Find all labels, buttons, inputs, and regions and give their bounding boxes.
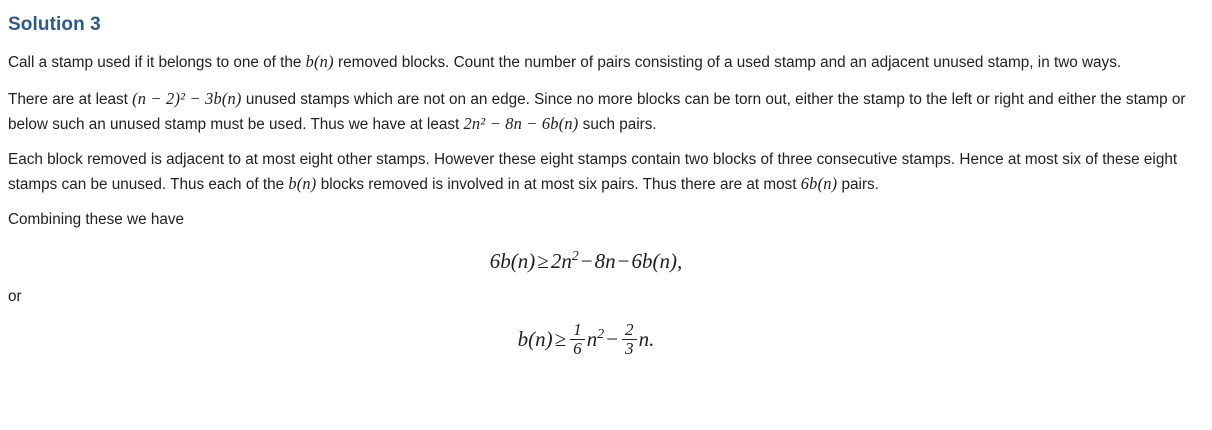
- page-title: Solution 3: [8, 14, 101, 35]
- equation1-minus-2: −: [617, 248, 630, 273]
- equation2-fraction-1: [570, 321, 585, 359]
- inline-math-unused-stamps: (n − 2)² − 3b(n): [132, 89, 242, 109]
- equation2-variable-1: n: [586, 326, 598, 351]
- paragraph-lower-bound-text-3: such pairs.: [578, 115, 657, 133]
- paragraph-definition-text-1: Call a stamp used if it belongs to one of the: [8, 54, 306, 71]
- equation1-relation: ≥: [537, 248, 549, 273]
- paragraph-definition: [8, 50, 1188, 74]
- equation1-term2: 8n: [594, 248, 616, 273]
- connector-or: or: [8, 287, 22, 305]
- equation1-term3: 6b(n),: [631, 248, 683, 273]
- paragraph-combining: Combining these we have: [8, 211, 185, 229]
- inline-math-6bn: 6b(n): [800, 173, 838, 193]
- display-equation-1-content: [490, 248, 682, 274]
- equation1-term1: 2n: [550, 248, 572, 273]
- equation2-variable-2: n.: [638, 326, 655, 351]
- display-equation-1: [8, 248, 1204, 274]
- equation2-fraction-2-denominator: 3: [622, 339, 637, 359]
- paragraph-upper-bound-text-2: blocks removed is involved in at most six pairs. Thus there are at most: [316, 175, 801, 193]
- equation1-lhs: 6b(n): [489, 248, 536, 273]
- paragraph-lower-bound: [8, 87, 1188, 136]
- equation2-fraction-2-numerator: 2: [625, 319, 634, 339]
- paragraph-upper-bound-text-3: pairs.: [837, 175, 879, 193]
- equation2-variable-1-exponent: 2: [597, 325, 605, 341]
- display-equation-2-content: [517, 319, 655, 360]
- equation2-fraction-2: [622, 321, 637, 359]
- equation2-fraction-1-numerator: 1: [573, 319, 582, 339]
- inline-math-bn-2: b(n): [288, 173, 317, 193]
- paragraph-upper-bound-text-1: Each block removed is adjacent to at most eight other stamps. However these eight stamps contain two blocks of three consecutive stamps. Hence at most six of these eight stamps can be unused. Thus each of the: [8, 151, 1178, 193]
- inline-math-pair-bound: 2n² − 8n − 6b(n): [463, 113, 579, 133]
- equation1-minus-1: −: [580, 248, 593, 273]
- paragraph-lower-bound-text-1: There are at least: [8, 91, 133, 109]
- paragraph-lower-bound-text-2: unused stamps which are not on an edge. Since no more blocks can be torn out, either the stamp to the left or right and either the stamp or below such an unused stamp must be used. Thus we have at least: [8, 91, 1186, 133]
- display-equation-2: [8, 319, 1204, 360]
- equation1-term1-exponent: 2: [571, 247, 579, 263]
- equation2-lhs: b(n): [517, 326, 553, 351]
- equation2-fraction-1-denominator: 6: [570, 339, 585, 359]
- paragraph-upper-bound: [8, 149, 1188, 196]
- paragraph-definition-text-2: removed blocks. Count the number of pairs consisting of a used stamp and an adjacent unused stamp, in two ways.: [333, 54, 1122, 71]
- equation2-minus: −: [606, 326, 619, 351]
- inline-math-bn-1: b(n): [305, 52, 334, 71]
- equation2-relation: ≥: [554, 326, 567, 351]
